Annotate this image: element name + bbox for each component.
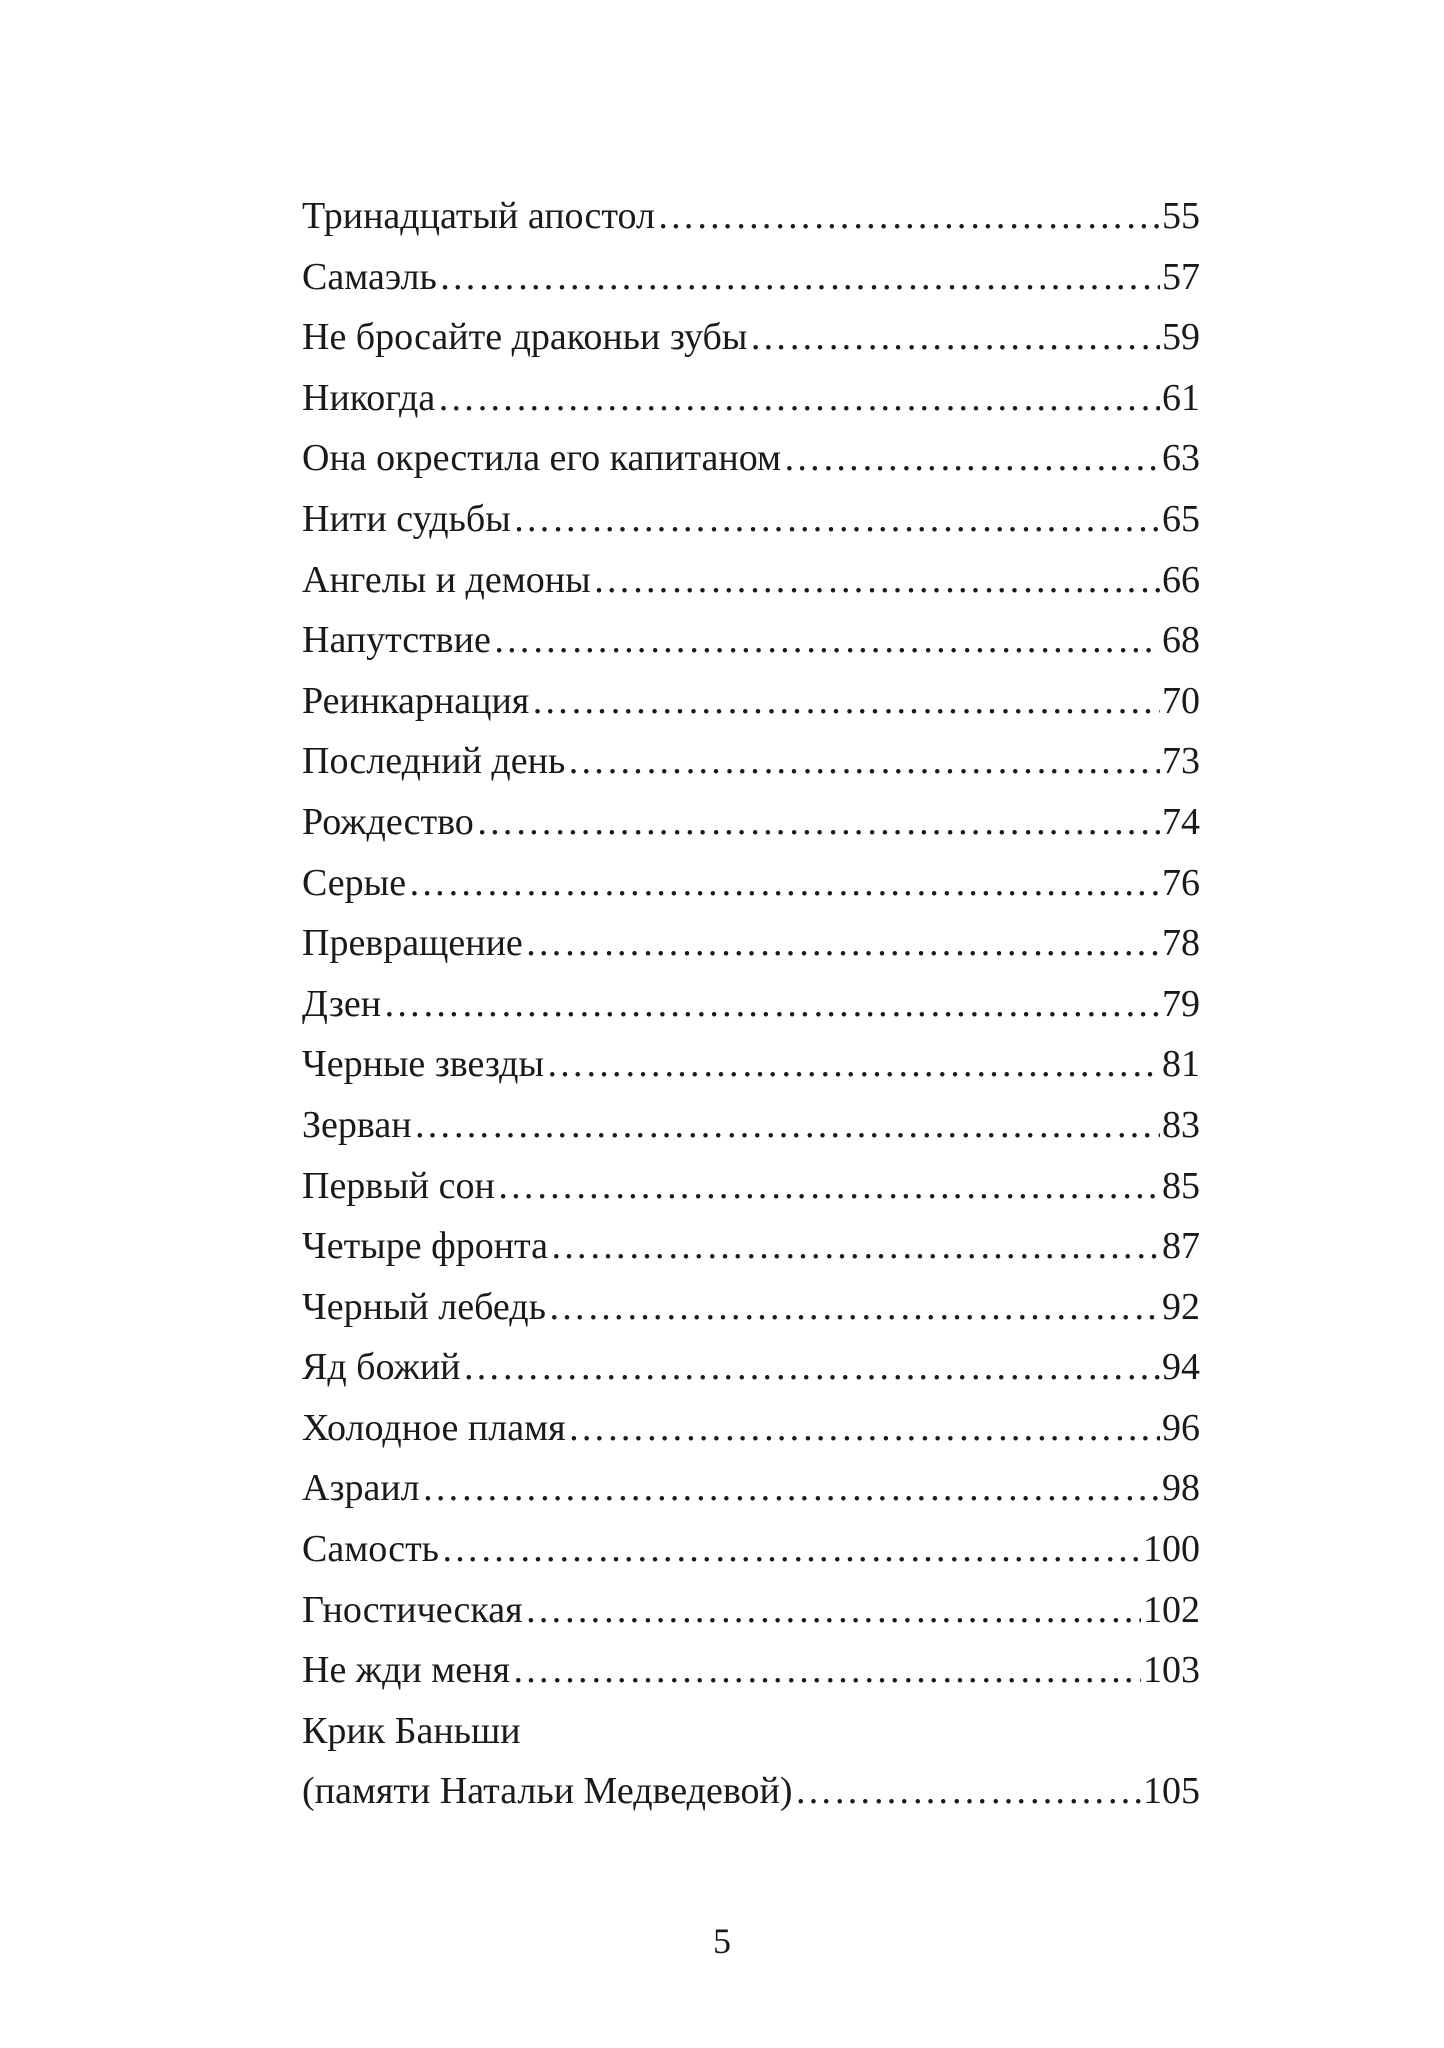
toc-dot-leader bbox=[383, 974, 1160, 1035]
toc-entry bbox=[302, 853, 1200, 914]
toc-entry-page: 79 bbox=[1162, 982, 1200, 1025]
toc-entry-title: Напутствие bbox=[302, 619, 491, 662]
toc-entry bbox=[302, 1277, 1200, 1338]
toc-entry-title: Рождество bbox=[302, 800, 474, 843]
toc-entry-page: 76 bbox=[1162, 861, 1200, 904]
toc-entry-title: Никогда bbox=[302, 376, 436, 419]
toc-entry bbox=[302, 428, 1200, 489]
toc-entry bbox=[302, 1398, 1200, 1459]
toc-dot-leader bbox=[593, 550, 1160, 611]
toc-entry-page: 70 bbox=[1162, 679, 1200, 722]
toc-dot-leader bbox=[568, 1398, 1160, 1459]
toc-dot-leader bbox=[795, 1761, 1142, 1822]
toc-entry bbox=[302, 610, 1200, 671]
toc-dot-leader bbox=[512, 1640, 1141, 1701]
toc-entry bbox=[302, 1580, 1200, 1641]
toc-dot-leader bbox=[439, 247, 1160, 308]
toc-entry-title: Холодное пламя bbox=[302, 1406, 566, 1449]
toc-entry bbox=[302, 247, 1200, 308]
toc-dot-leader bbox=[657, 186, 1160, 247]
toc-entry-page: 68 bbox=[1162, 619, 1200, 662]
toc-entry bbox=[302, 792, 1200, 853]
toc-entry-page: 96 bbox=[1162, 1406, 1200, 1449]
toc-entry-page: 63 bbox=[1162, 437, 1200, 480]
toc-entry-page: 92 bbox=[1162, 1285, 1200, 1328]
toc-entry bbox=[302, 671, 1200, 732]
toc-entry-page: 57 bbox=[1162, 255, 1200, 298]
toc-entry-page: 87 bbox=[1162, 1225, 1200, 1268]
toc-entry-title: Крик Баньши bbox=[302, 1709, 521, 1752]
toc-dot-leader bbox=[493, 610, 1160, 671]
toc-entry-page: 94 bbox=[1162, 1346, 1200, 1389]
toc-entry-title: Гностическая bbox=[302, 1588, 523, 1631]
toc-dot-leader bbox=[437, 368, 1160, 429]
toc-entry-page: 66 bbox=[1162, 558, 1200, 601]
toc-dot-leader bbox=[546, 1034, 1160, 1095]
toc-entry bbox=[302, 307, 1200, 368]
toc-entry bbox=[302, 731, 1200, 792]
toc-entry-page: 83 bbox=[1162, 1103, 1200, 1146]
toc-entry-title: Тринадцатый апостол bbox=[302, 195, 655, 237]
toc-entry-page: 74 bbox=[1162, 800, 1200, 843]
toc-entry-title: Нити судьбы bbox=[302, 497, 511, 540]
toc-entry-title: (памяти Натальи Медведевой) bbox=[302, 1770, 793, 1813]
toc-entry-page: 103 bbox=[1143, 1649, 1200, 1692]
toc-entry bbox=[302, 1640, 1200, 1701]
toc-dot-leader bbox=[749, 307, 1160, 368]
toc-entry-page: 105 bbox=[1143, 1770, 1200, 1813]
toc-entry bbox=[302, 1156, 1200, 1217]
toc-entry-title: Ангелы и демоны bbox=[302, 558, 591, 601]
toc-entry-page: 98 bbox=[1162, 1467, 1200, 1510]
toc-dot-leader bbox=[497, 1156, 1160, 1217]
toc-entry-title: Черные звезды bbox=[302, 1043, 545, 1086]
toc-entry bbox=[302, 1216, 1200, 1277]
toc-entry bbox=[302, 368, 1200, 429]
toc-entry-title: Дзен bbox=[302, 982, 382, 1025]
toc-entry bbox=[302, 550, 1200, 611]
toc-dot-leader bbox=[422, 1458, 1160, 1519]
toc-dot-leader bbox=[567, 731, 1160, 792]
toc-entry-title: Последний день bbox=[302, 740, 566, 783]
toc-entry-title: Серые bbox=[302, 861, 407, 904]
toc-entry-page: 59 bbox=[1162, 316, 1200, 359]
toc-entry-page: 55 bbox=[1162, 195, 1200, 237]
toc-entry-page: 85 bbox=[1162, 1164, 1200, 1207]
toc-entry-title: Самость bbox=[302, 1528, 440, 1571]
toc-dot-leader bbox=[476, 792, 1160, 853]
toc-entry bbox=[302, 1701, 1200, 1762]
page-number: 5 bbox=[713, 1921, 731, 1961]
toc-entry bbox=[302, 186, 1200, 247]
toc-entry-title: Не жди меня bbox=[302, 1649, 510, 1692]
toc-entry-title: Черный лебедь bbox=[302, 1285, 546, 1328]
toc-entry bbox=[302, 1458, 1200, 1519]
toc-entry-page: 100 bbox=[1143, 1528, 1200, 1571]
toc-entry-title: Она окрестила его капитаном bbox=[302, 437, 782, 480]
toc-dot-leader bbox=[783, 428, 1160, 489]
toc-entry-title: Реинкарнация bbox=[302, 679, 530, 722]
toc-dot-leader bbox=[513, 489, 1160, 550]
toc-dot-leader bbox=[414, 1095, 1160, 1156]
toc-entry-title: Яд божий bbox=[302, 1346, 461, 1389]
toc-dot-leader bbox=[550, 1216, 1160, 1277]
toc-entry-title: Четыре фронта bbox=[302, 1225, 548, 1268]
toc-dot-leader bbox=[525, 1580, 1141, 1641]
toc-entry bbox=[302, 489, 1200, 550]
toc-entry-page: 65 bbox=[1162, 497, 1200, 540]
toc-entry bbox=[302, 1761, 1200, 1822]
toc-entry-page: 102 bbox=[1143, 1588, 1200, 1631]
toc-entry bbox=[302, 1337, 1200, 1398]
toc-entry-title: Превращение bbox=[302, 922, 523, 965]
toc-entry-page: 61 bbox=[1162, 376, 1200, 419]
toc-dot-leader bbox=[548, 1277, 1160, 1338]
toc-entry-title: Зерван bbox=[302, 1103, 412, 1146]
toc-entry-title: Азраил bbox=[302, 1467, 420, 1510]
toc-entry-page: 81 bbox=[1162, 1043, 1200, 1086]
toc-dot-leader bbox=[441, 1519, 1141, 1580]
toc-entry bbox=[302, 1034, 1200, 1095]
toc-entry bbox=[302, 974, 1200, 1035]
toc-entry bbox=[302, 913, 1200, 974]
toc-entry-title: Не бросайте драконьи зубы bbox=[302, 316, 748, 359]
toc-entry-page: 73 bbox=[1162, 740, 1200, 783]
toc-dot-leader bbox=[463, 1337, 1161, 1398]
table-of-contents bbox=[302, 186, 1200, 1822]
toc-entry-title: Первый сон bbox=[302, 1164, 495, 1207]
toc-entry bbox=[302, 1095, 1200, 1156]
toc-dot-leader bbox=[525, 913, 1160, 974]
toc-dot-leader bbox=[408, 853, 1160, 914]
toc-dot-leader bbox=[531, 671, 1160, 732]
toc-entry-title: Самаэль bbox=[302, 255, 437, 298]
toc-entry-page: 78 bbox=[1162, 922, 1200, 965]
toc-entry bbox=[302, 1519, 1200, 1580]
